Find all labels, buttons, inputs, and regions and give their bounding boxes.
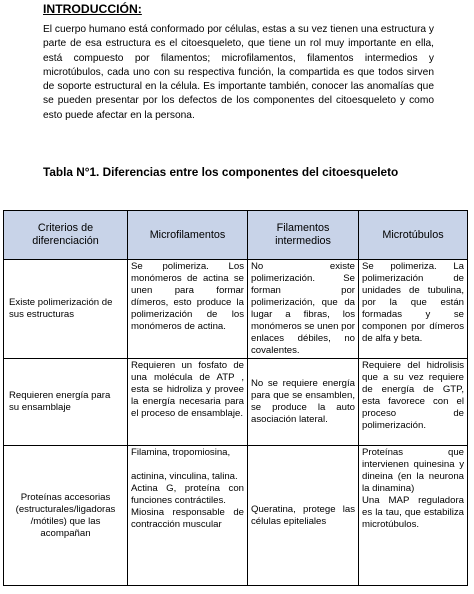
- header-microfilamentos: Microfilamentos: [128, 211, 248, 260]
- table-header-row: [4, 211, 468, 260]
- intro-paragraph: El cuerpo humano está conformado por células, estas a su vez tienen una estructura y parte de esa estructura es el citoesqueleto, que tiene un rol muy importante en ella, está compuesto por filamentos; microfilamentos, filamentos intermedios y microtúbulos, cada uno con su respectiva función, la compartida es que todos sirven de soporte estructural en la célula. Es importante también, conocer las anomalías que se pueden presentar por los defectos de los componentes del citoesqueleto y como esto puede afectar en la persona.: [43, 24, 434, 121]
- microfilamentos-cell: [128, 446, 248, 586]
- protein-entry: Actina G, proteína con funciones contráctiles.: [131, 483, 244, 506]
- header-filamentos-intermedios: Filamentos intermedios: [248, 211, 359, 260]
- protein-entry: Proteínas que intervienen quinesina y dineina (en la neurona la dinamina): [362, 447, 464, 494]
- table-title: Tabla N°1. Diferencias entre los componentes del citoesqueleto: [43, 165, 399, 179]
- header-microtubulos: Microtúbulos: [359, 211, 468, 260]
- microtubulos-cell: Requiere del hidrolisis que a su vez requiere de energía de GTP, esta favorece con el proceso de polimerización.: [359, 359, 468, 446]
- filamentos-cell: No existe polimerización. Se forman por polimerización, que da lugar a fibras, los monómeros se unen por enlaces débiles, no covalentes.: [248, 260, 359, 359]
- microfilamentos-cell: Requieren un fosfato de una molécula de ATP , esta se hidroliza y provee la energía necesaria para el proceso de ensamblaje.: [128, 359, 248, 446]
- table-row: [4, 260, 468, 359]
- protein-entry: Miosina responsable de contracción muscular: [131, 507, 244, 530]
- microtubulos-cell: Se polimeriza. La polimerización de unidades de tubulina, por la que están formadas y se componen por dímeros de alfa y beta.: [359, 260, 468, 359]
- microtubulos-cell: [359, 446, 468, 586]
- filamentos-cell: Queratina, protege las células epiteliales: [248, 446, 359, 586]
- criterio-cell: Existe polimerización de sus estructuras: [4, 260, 128, 359]
- criterio-cell: Requieren energía para su ensamblaje: [4, 359, 128, 446]
- intro-heading: INTRODUCCIÓN:: [43, 2, 142, 16]
- criterio-cell: Proteínas accesorias (estructurales/ligadoras /mótiles) que las acompañan: [4, 446, 128, 586]
- microfilamentos-cell: Se polimeriza. Los monómeros de actina se unen para formar dímeros, esto produce la polimerización de los monómeros de actina.: [128, 260, 248, 359]
- protein-entry: actinina, vinculina, talina.: [131, 471, 238, 482]
- protein-entry: Una MAP reguladora es la tau, que estabiliza microtúbulos.: [362, 495, 464, 530]
- comparison-table: [3, 210, 468, 586]
- protein-entry: Filamina, tropomiosina,: [131, 447, 231, 458]
- filamentos-cell: No se requiere energía para que se ensamblen, se produce la auto asociación lateral.: [248, 359, 359, 446]
- table-row: [4, 446, 468, 586]
- table-row: [4, 359, 468, 446]
- header-criterios: Criterios de diferenciación: [4, 211, 128, 260]
